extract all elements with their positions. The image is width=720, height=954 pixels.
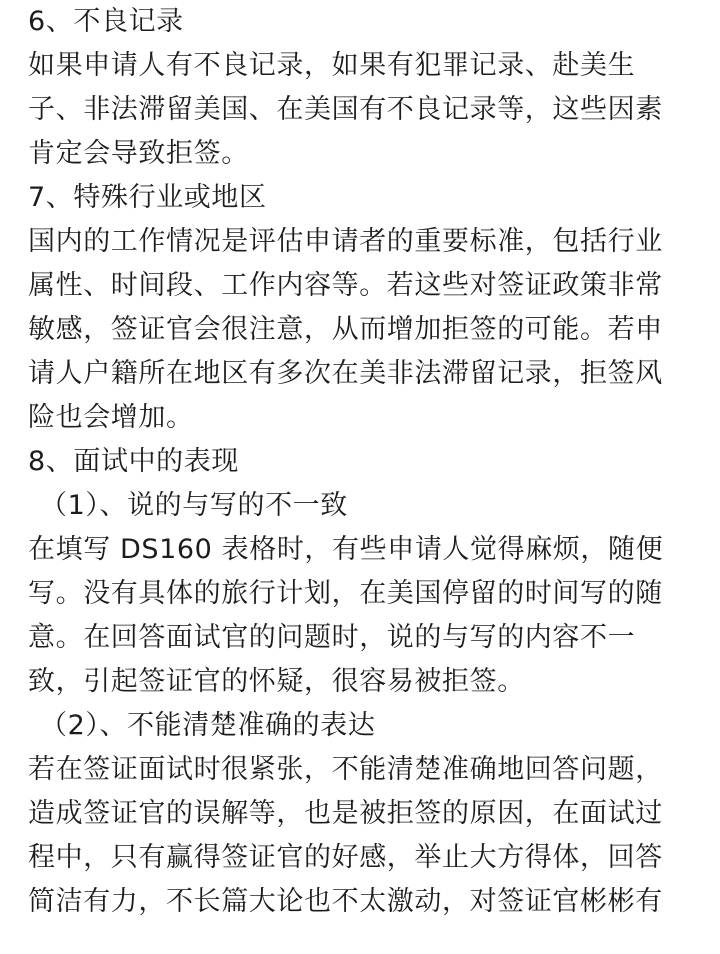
paragraph-line: 简洁有力，不长篇大论也不太激动，对签证官彬彬有 bbox=[28, 886, 663, 917]
paragraph-line: 致，引起签证官的怀疑，很容易被拒签。 bbox=[28, 666, 525, 697]
paragraph-line: 险也会增加。 bbox=[28, 402, 194, 433]
paragraph-line: 子、非法滞留美国、在美国有不良记录等，这些因素 bbox=[28, 94, 663, 125]
paragraph-line: 程中，只有赢得签证官的好感，举止大方得体，回答 bbox=[28, 842, 663, 873]
article-body bbox=[28, 0, 698, 924]
paragraph-line: 造成签证官的误解等，也是被拒签的原因，在面试过 bbox=[28, 798, 663, 829]
paragraph-line: 在填写 DS160 表格时，有些申请人觉得麻烦，随便 bbox=[28, 534, 664, 565]
section-heading-6: 6、不良记录 bbox=[28, 6, 184, 37]
paragraph-line: 若在签证面试时很紧张，不能清楚准确地回答问题， bbox=[28, 754, 663, 785]
paragraph-line: 肯定会导致拒签。 bbox=[28, 138, 249, 169]
paragraph-line: 如果申请人有不良记录，如果有犯罪记录、赴美生 bbox=[28, 50, 636, 81]
paragraph-line: 请人户籍所在地区有多次在美非法滞留记录，拒签风 bbox=[28, 358, 663, 389]
paragraph-line: 写。没有具体的旅行计划，在美国停留的时间写的随 bbox=[28, 578, 663, 609]
section-heading-7: 7、特殊行业或地区 bbox=[28, 182, 267, 213]
subheading-1: （1）、说的与写的不一致 bbox=[40, 490, 348, 521]
paragraph-line: 意。在回答面试官的问题时，说的与写的内容不一 bbox=[28, 622, 636, 653]
subheading-2: （2）、不能清楚准确的表达 bbox=[40, 710, 376, 741]
paragraph-line: 敏感，签证官会很注意，从而增加拒签的可能。若申 bbox=[28, 314, 663, 345]
paragraph-line: 国内的工作情况是评估申请者的重要标准，包括行业 bbox=[28, 226, 663, 257]
section-heading-8: 8、面试中的表现 bbox=[28, 446, 239, 477]
paragraph-line: 属性、时间段、工作内容等。若这些对签证政策非常 bbox=[28, 270, 663, 301]
